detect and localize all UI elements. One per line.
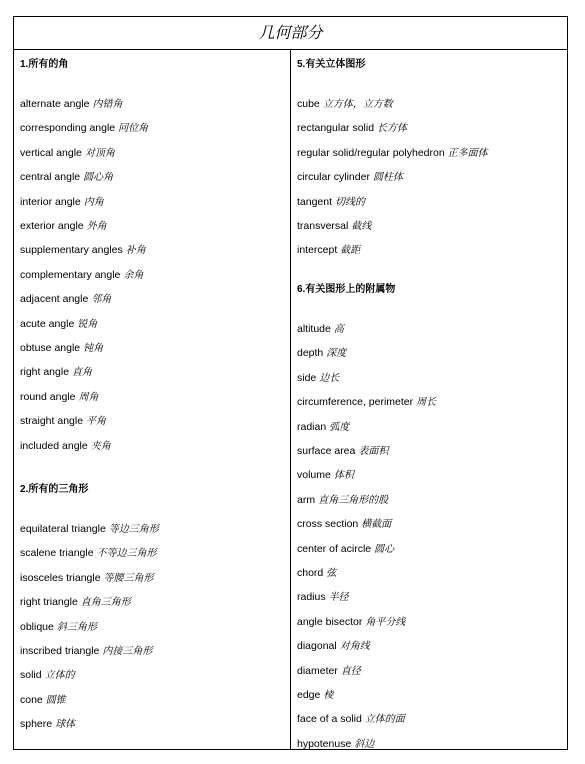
term-entry [297, 119, 407, 134]
term-entry [297, 193, 365, 208]
term-chinese: 斜三角形 [56, 621, 97, 633]
term-english: sphere [20, 718, 53, 731]
term-chinese: 立体的面 [364, 714, 405, 726]
term-chinese: 切线的 [335, 196, 366, 208]
term-chinese: 周角 [78, 391, 99, 403]
term-chinese: 球体 [55, 719, 76, 731]
term-entry [297, 564, 336, 579]
term-english: straight angle [20, 415, 84, 428]
term-english: vertical angle [20, 146, 82, 159]
term-entry [297, 95, 393, 110]
term-chinese: 正多面体 [447, 147, 488, 159]
term-english: edge [297, 689, 321, 701]
term-entry [20, 642, 152, 657]
term-entry [20, 315, 97, 330]
term-entry [20, 618, 97, 633]
term-english: circular cylinder [297, 171, 370, 184]
term-chinese: 斜边 [354, 738, 375, 750]
term-chinese: 直角 [72, 367, 93, 379]
left-column [14, 50, 291, 749]
term-english: altitude [297, 323, 331, 335]
term-english: radius [297, 591, 326, 604]
term-entry [20, 168, 113, 183]
term-entry [20, 437, 111, 452]
term-entry [20, 217, 107, 232]
term-entry [297, 344, 346, 359]
term-english: right triangle [20, 596, 78, 609]
term-entry [20, 388, 98, 403]
section-heading: 5.有关立体图形 [297, 59, 366, 70]
term-chinese: 对角线 [339, 641, 370, 653]
term-entry [297, 168, 403, 183]
term-english: equilateral triangle [20, 523, 106, 535]
term-english: transversal [297, 220, 349, 232]
term-chinese: 内角 [83, 196, 104, 208]
term-entry [20, 290, 111, 305]
term-chinese: 直角三角形 [80, 597, 131, 609]
term-entry [20, 363, 92, 378]
term-english: solid [20, 669, 42, 682]
term-chinese: 深度 [326, 348, 347, 360]
section-heading: 2.所有的三角形 [20, 484, 89, 495]
term-entry [20, 241, 146, 256]
term-chinese: 平角 [86, 416, 107, 428]
term-english: circumference, perimeter [297, 396, 414, 409]
term-entry [297, 662, 361, 677]
term-english: tangent [297, 195, 333, 208]
term-english: scalene triangle [20, 547, 94, 560]
term-english: adjacent angle [20, 293, 89, 306]
term-english: supplementary angles [20, 244, 123, 257]
term-entry [297, 588, 349, 603]
term-entry [297, 686, 333, 701]
term-english: face of a solid [297, 713, 362, 726]
term-entry [297, 144, 488, 159]
term-english: cone [20, 693, 43, 706]
term-chinese: 表面积 [358, 446, 389, 457]
term-chinese: 等腰三角形 [103, 572, 154, 584]
term-chinese: 弦 [326, 568, 337, 579]
term-chinese: 内错角 [92, 99, 123, 110]
term-english: inscribed triangle [20, 645, 100, 657]
term-english: depth [297, 347, 324, 360]
term-english: side [297, 371, 317, 384]
term-english: rectangular solid [297, 122, 375, 135]
term-chinese: 立体的 [44, 670, 75, 682]
term-entry [20, 95, 122, 110]
term-english: oblique [20, 620, 54, 633]
term-entry [20, 119, 148, 134]
term-english: interior angle [20, 195, 81, 208]
term-chinese: 圆心 [374, 543, 395, 555]
term-chinese: 同位角 [118, 123, 149, 135]
term-english: isosceles triangle [20, 571, 101, 584]
term-chinese: 钝角 [83, 343, 104, 354]
term-english: angle bisector [297, 615, 363, 628]
term-chinese: 等边三角形 [108, 524, 159, 535]
term-entry [20, 715, 75, 730]
term-chinese: 直径 [340, 665, 361, 677]
term-entry [297, 320, 344, 335]
term-entry [297, 515, 391, 530]
term-chinese: 对顶角 [84, 147, 115, 159]
term-entry [297, 241, 360, 256]
term-english: right angle [20, 366, 70, 379]
term-chinese: 横截面 [361, 519, 392, 531]
term-english: regular solid/regular polyhedron [297, 146, 445, 159]
term-english: corresponding angle [20, 122, 116, 135]
term-chinese: 不等边三角形 [96, 548, 157, 560]
term-english: surface area [297, 445, 356, 457]
term-english: volume [297, 469, 331, 482]
term-english: diagonal [297, 640, 337, 653]
term-english: radian [297, 420, 327, 433]
term-english: diameter [297, 664, 338, 677]
term-chinese: 直角三角形的股 [318, 494, 389, 506]
right-column [291, 50, 567, 749]
term-entry [297, 217, 371, 232]
term-entry [297, 710, 405, 725]
term-chinese: 高 [333, 324, 344, 335]
term-entry [297, 491, 388, 506]
vocabulary-table [13, 16, 568, 750]
term-chinese: 截距 [340, 245, 361, 257]
term-entry [297, 442, 388, 457]
term-chinese: 锐角 [77, 318, 98, 330]
term-entry [297, 466, 354, 481]
term-entry [297, 393, 436, 408]
term-entry [20, 193, 104, 208]
term-english: acute angle [20, 317, 75, 330]
term-entry [297, 613, 405, 628]
term-entry [20, 569, 154, 584]
term-entry [20, 691, 66, 706]
term-chinese: 圆锥 [45, 694, 66, 706]
term-english: intercept [297, 244, 338, 257]
term-chinese: 半径 [328, 592, 349, 604]
term-english: central angle [20, 171, 81, 184]
section-heading: 6.有关图形上的附属物 [297, 284, 396, 295]
term-chinese: 角平分线 [365, 616, 406, 628]
term-chinese: 外角 [86, 221, 107, 232]
term-chinese: 长方体 [377, 123, 408, 135]
term-english: arm [297, 493, 316, 506]
term-english: cube [297, 98, 320, 110]
term-chinese: 立方体，立方数 [322, 99, 393, 110]
term-chinese: 夹角 [90, 440, 111, 452]
term-chinese: 体积 [333, 470, 354, 482]
term-chinese: 圆心角 [83, 172, 114, 184]
term-chinese: 圆柱体 [372, 172, 403, 184]
term-english: chord [297, 567, 324, 579]
term-english: hypotenuse [297, 737, 352, 750]
term-chinese: 内接三角形 [102, 646, 153, 657]
term-chinese: 周长 [416, 397, 437, 409]
term-english: center of acircle [297, 542, 372, 555]
term-entry [20, 666, 75, 681]
term-chinese: 弧度 [329, 421, 350, 433]
term-chinese: 边长 [319, 372, 340, 384]
term-entry [20, 412, 106, 427]
term-english: obtuse angle [20, 342, 81, 354]
table-columns [14, 50, 567, 749]
term-entry [297, 418, 349, 433]
term-english: complementary angle [20, 268, 121, 281]
term-chinese: 邻角 [91, 294, 112, 306]
term-chinese: 棱 [323, 690, 334, 701]
term-entry [297, 637, 370, 652]
term-entry [20, 144, 115, 159]
section-heading: 1.所有的角 [20, 59, 69, 70]
term-english: included angle [20, 439, 88, 452]
term-entry [20, 339, 103, 354]
term-entry [297, 735, 374, 750]
term-entry [20, 544, 157, 559]
term-entry [20, 593, 131, 608]
term-chinese: 截线 [351, 221, 372, 232]
term-english: cross section [297, 518, 359, 531]
page-title: 几何部分 [14, 17, 567, 50]
term-english: round angle [20, 390, 76, 403]
term-chinese: 余角 [123, 269, 144, 281]
term-english: exterior angle [20, 220, 84, 232]
term-entry [297, 369, 339, 384]
term-english: alternate angle [20, 98, 90, 110]
term-entry [297, 540, 394, 555]
term-entry [20, 520, 159, 535]
term-entry [20, 266, 143, 281]
term-chinese: 补角 [125, 245, 146, 257]
